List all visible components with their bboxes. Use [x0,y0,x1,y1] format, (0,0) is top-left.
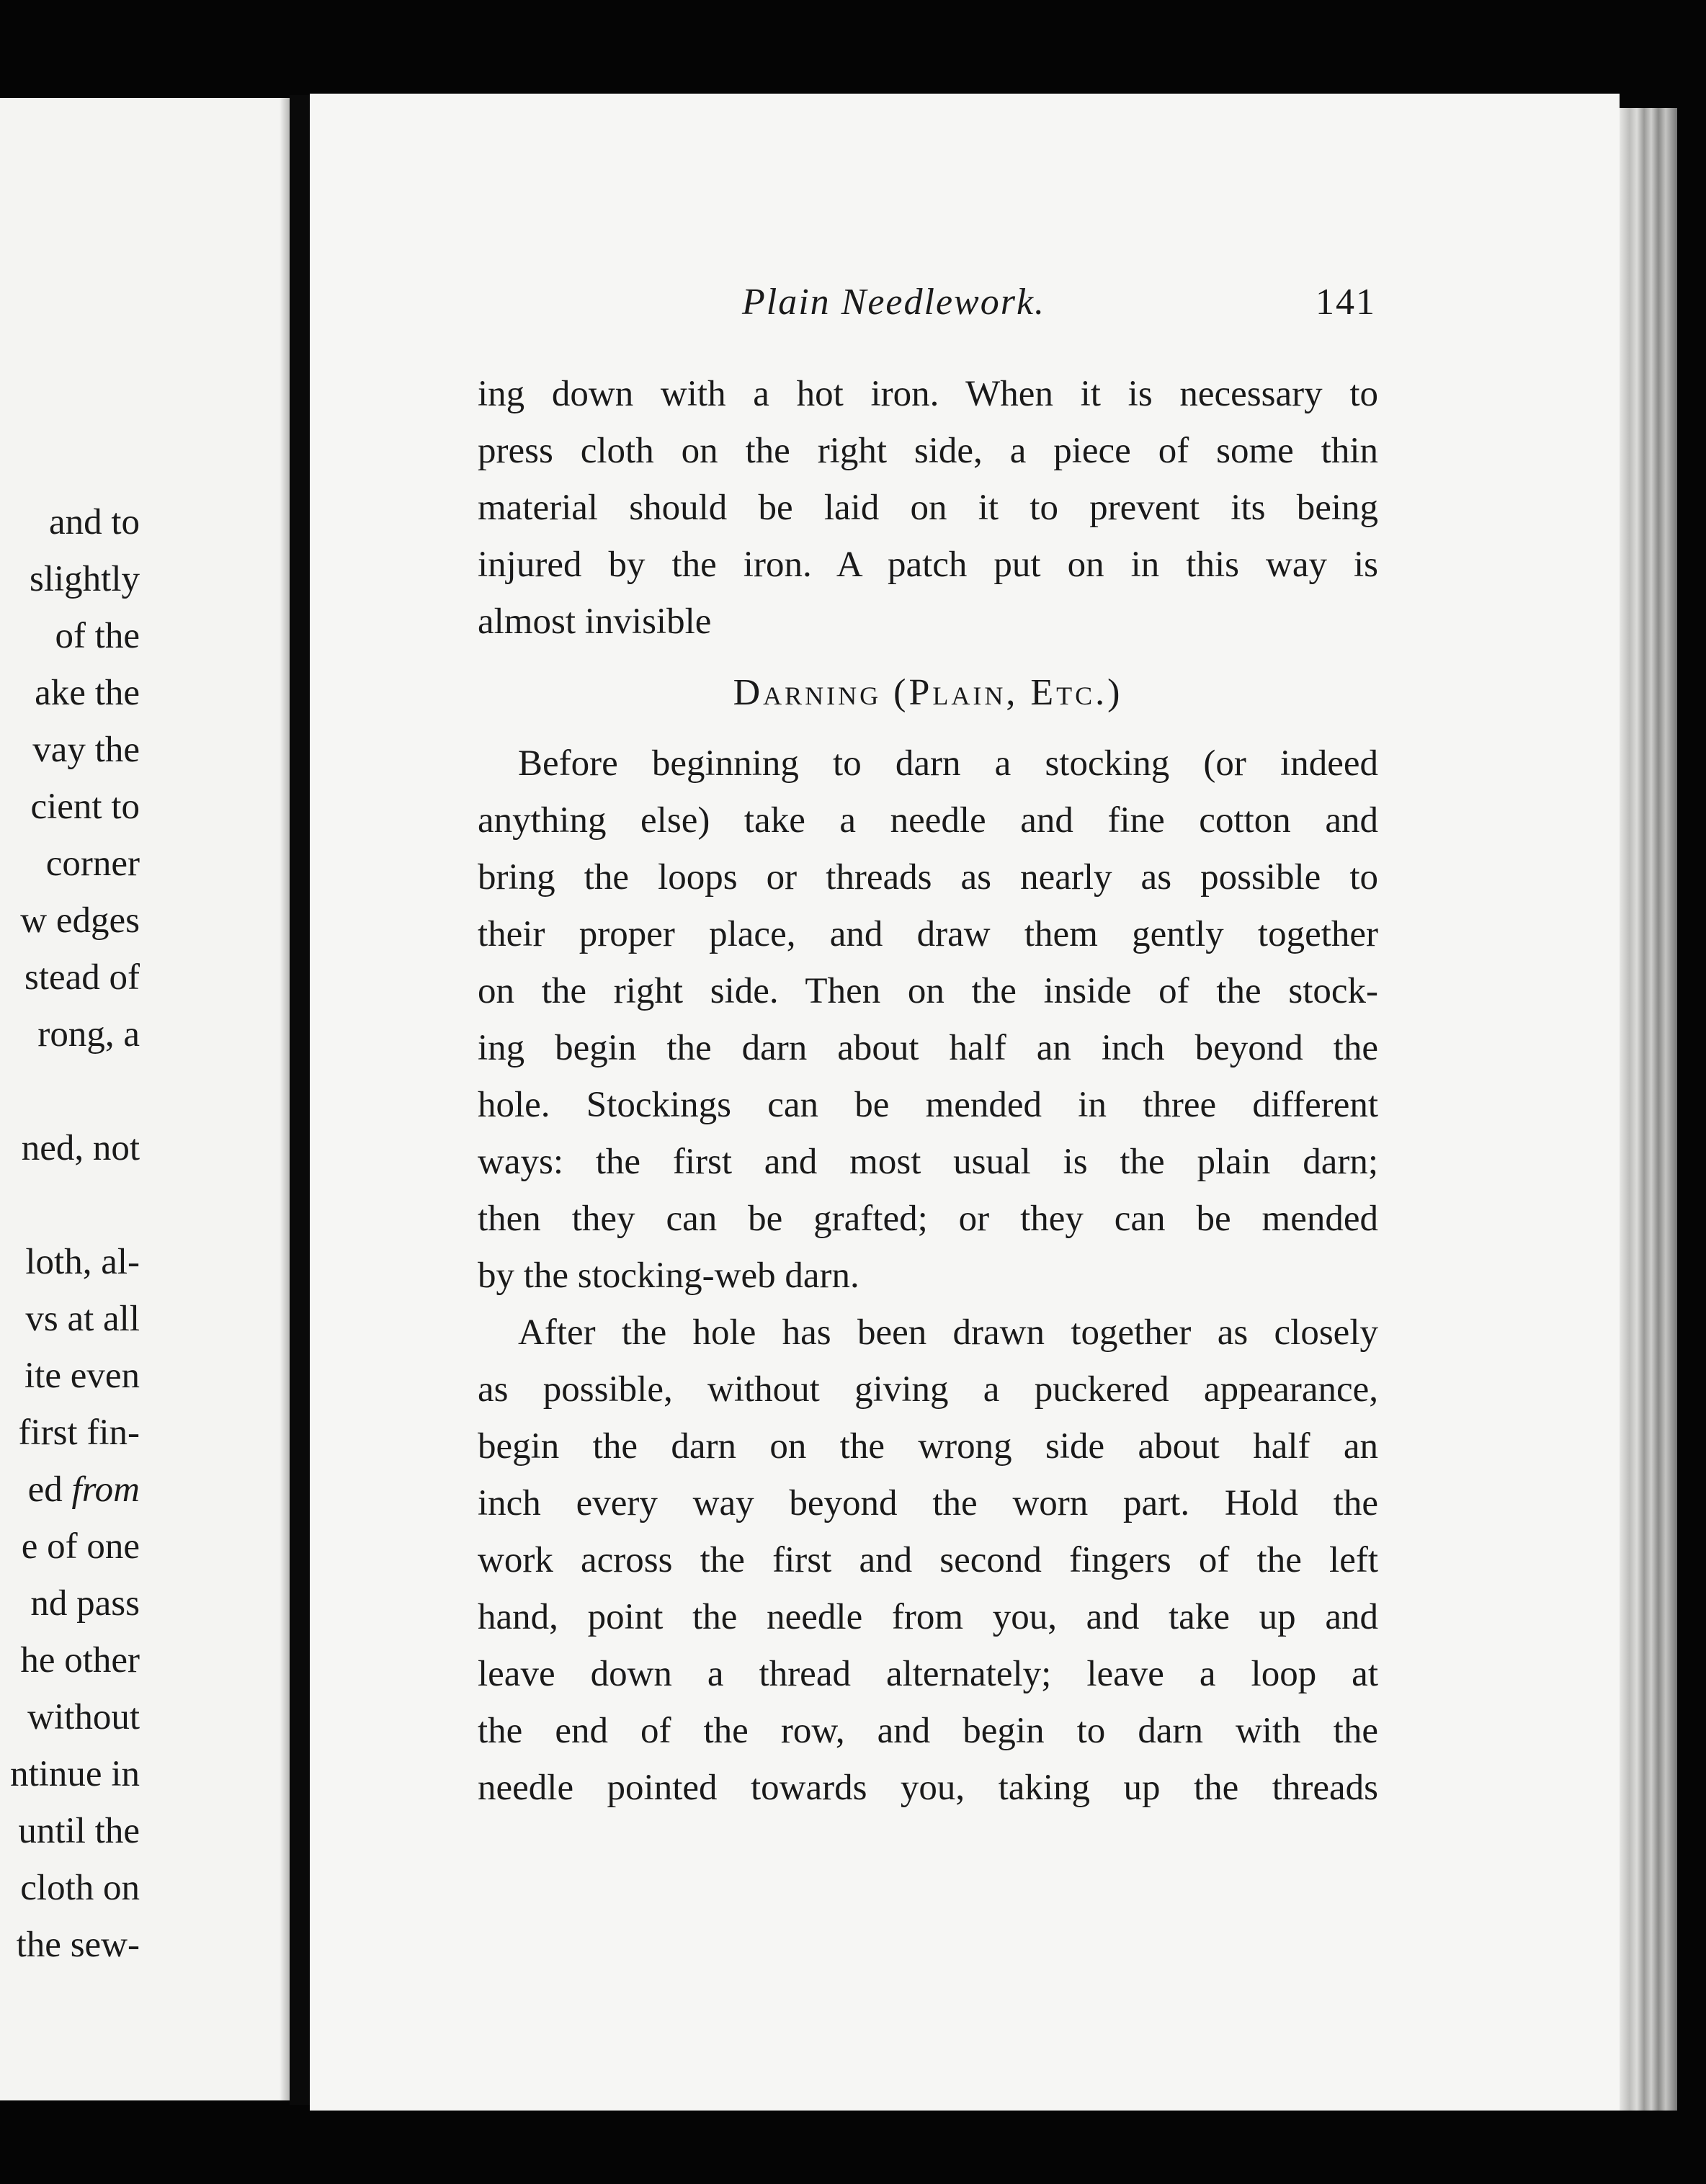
text-line: e of one [21,1526,140,1567]
paragraph-line: ing begin the darn about half an inch beyond the [478,1028,1378,1068]
paragraph-line: on the right side. Then on the inside of the stock- [478,971,1378,1011]
paragraph-line: the end of the row, and begin to darn with the [478,1711,1378,1751]
paragraph-line: After the hole has been drawn together as closely [518,1312,1378,1353]
paragraph-line: their proper place, and draw them gently together [478,914,1378,954]
book-binding [290,95,310,2105]
paragraph-line: almost invisible [478,601,712,642]
paragraph-line: inch every way beyond the worn part. Hold the [478,1483,1378,1523]
text-line: stead of [24,957,140,998]
previous-page [0,98,290,2100]
paragraph-line: hole. Stockings can be mended in three different [478,1085,1378,1125]
text-line: first fin- [18,1413,140,1453]
page-body [478,366,1378,1817]
paragraph-line: injured by the iron. A patch put on in this way is [478,545,1378,585]
text-line: rong, a [37,1014,140,1055]
text-line: of the [55,616,140,656]
text-line: ned, not [21,1128,140,1168]
text-line: without [27,1697,140,1737]
blank-line [0,1177,140,1234]
paragraph-line: work across the first and second fingers of the left [478,1540,1378,1580]
text-line: and to [48,502,140,542]
text-line: the sew- [16,1925,140,1965]
text-line: until the [18,1811,140,1851]
paragraph-line: begin the darn on the wrong side about half an [478,1426,1378,1467]
text-line: vay the [32,730,140,770]
paragraph-line: hand, point the needle from you, and take up and [478,1597,1378,1637]
text-line: cient to [30,787,140,827]
text-line: vs at all [25,1299,140,1339]
running-head [742,274,1376,331]
paragraph-line: ways: the first and most usual is the plain darn; [478,1142,1378,1182]
page-edges [1620,108,1677,2111]
blank-line [0,1063,140,1120]
paragraph-line: leave down a thread alternately; leave a loop at [478,1654,1378,1694]
paragraph-line: as possible, without giving a puckered appearance, [478,1369,1378,1410]
paragraph-line: ing down with a hot iron. When it is necessary to [478,374,1378,414]
paragraph-line: anything else) take a needle and fine cotton and [478,800,1378,841]
previous-page-text [0,494,140,1974]
text-line: ite even [24,1356,140,1396]
text-line: ed from [27,1469,140,1510]
paragraph-line: by the stocking-web darn. [478,1256,859,1296]
page-number: 141 [1316,282,1376,323]
running-title: Plain Needlework. [742,282,1046,323]
text-line: w edges [20,900,140,941]
text-line: ntinue in [10,1754,140,1794]
italic-word: from [71,1469,140,1510]
text-line: corner [45,843,140,884]
paragraph-line: then they can be grafted; or they can be mended [478,1199,1378,1239]
paragraph-line: material should be laid on it to prevent its being [478,488,1378,528]
text-line: cloth on [20,1868,140,1908]
paragraph-line: Before beginning to darn a stocking (or indeed [518,743,1378,784]
text-line: he other [20,1640,140,1680]
section-heading: Darning (Plain, Etc.) [733,672,1123,713]
paragraph-line: bring the loops or threads as nearly as possible to [478,857,1378,898]
paragraph-line: needle pointed towards you, taking up the threads [478,1768,1378,1808]
gutter-shadow [280,98,290,2100]
text-line: loth, al- [25,1242,140,1282]
text-line: nd pass [30,1583,140,1624]
text-line: slightly [29,559,140,599]
paragraph-line: press cloth on the right side, a piece of some thin [478,431,1378,471]
text-line: ake the [35,673,140,713]
